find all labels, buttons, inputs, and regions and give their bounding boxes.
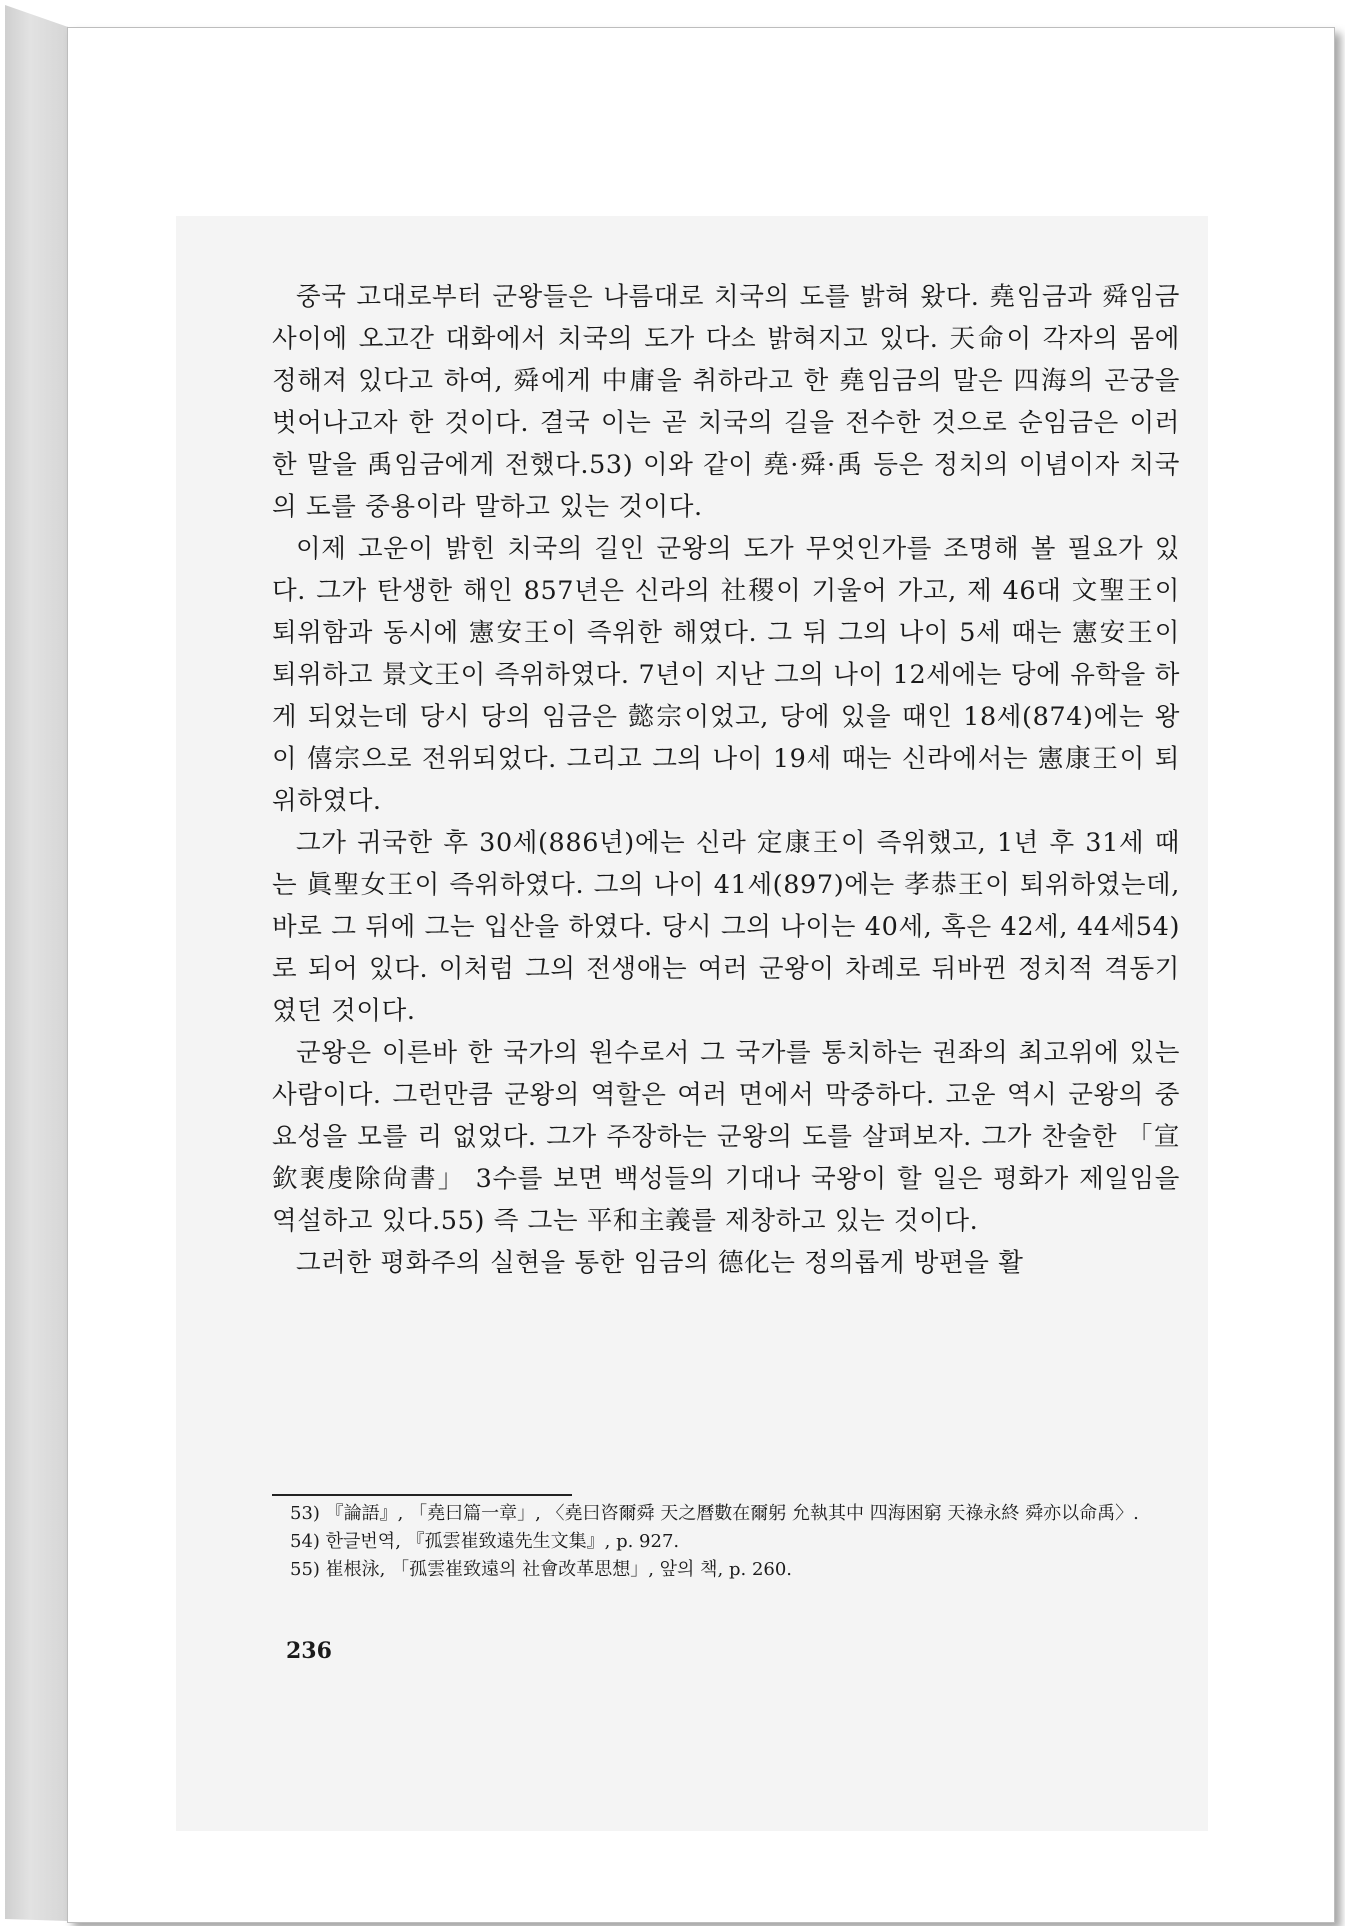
- paragraph-4: 군왕은 이른바 한 국가의 원수로서 그 국가를 통치하는 권좌의 최고위에 있는 사람이다. 그런만큼 군왕의 역할은 여러 면에서 막중하다. 고운 역시 군왕의 중요성을 모를 리 없었다. 그가 주장하는 군왕의 도를 살펴보자. 그가 찬술한 「宣欽裵虔除尙書」 3수를 보면 백성들의 기대나 국왕이 할 일은 평화가 제일임을 역설하고 있다.55) 즉 그는 平和主義를 제창하고 있는 것이다.: [272, 1038, 1180, 1236]
- footnote-54: 54) 한글번역, 『孤雲崔致遠先生文集』, p. 927.: [290, 1531, 680, 1552]
- footnote-55: 55) 崔根泳, 「孤雲崔致遠의 社會改革思想」, 앞의 책, p. 260.: [290, 1559, 793, 1580]
- paragraph-3: 그가 귀국한 후 30세(886년)에는 신라 定康王이 즉위했고, 1년 후 31세 때는 眞聖女王이 즉위하였다. 그의 나이 41세(897)에는 孝恭王이 퇴위하였는데, 바로 그 뒤에 그는 입산을 하였다. 당시 그의 나이는 40세, 혹은 42세, 44세54)로 되어 있다. 이처럼 그의 전생애는 여러 군왕이 차례로 뒤바뀐 정치적 격동기였던 것이다.: [272, 828, 1180, 1026]
- paragraph-1: 중국 고대로부터 군왕들은 나름대로 치국의 도를 밝혀 왔다. 堯임금과 舜임금 사이에 오고간 대화에서 치국의 도가 다소 밝혀지고 있다. 天命이 각자의 몸에 정해져 있다고 하여, 舜에게 中庸을 취하라고 한 堯임금의 말은 四海의 곤궁을 벗어나고자 한 것이다. 결국 이는 곧 치국의 길을 전수한 것으로 순임금은 이러한 말을 禹임금에게 전했다.53) 이와 같이 堯·舜·禹 등은 정치의 이념이자 치국의 도를 중용이라 말하고 있는 것이다.: [272, 282, 1180, 522]
- footnote-53: 53) 『論語』, 「堯曰篇一章」, 〈堯曰咨爾舜 天之曆數在爾躬 允執其中 四海困窮 天祿永終 舜亦以命禹〉.: [290, 1503, 1139, 1524]
- body-text: [272, 276, 1180, 1284]
- footnote-divider: [272, 1494, 572, 1496]
- book-spine-edge: [5, 5, 68, 1921]
- footnotes: [290, 1500, 1180, 1584]
- page-number: 236: [286, 1638, 332, 1664]
- paragraph-2: 이제 고운이 밝힌 치국의 길인 군왕의 도가 무엇인가를 조명해 볼 필요가 있다. 그가 탄생한 해인 857년은 신라의 社稷이 기울어 가고, 제 46대 文聖王이 퇴위함과 동시에 憲安王이 즉위한 해였다. 그 뒤 그의 나이 5세 때는 憲安王이 퇴위하고 景文王이 즉위하였다. 7년이 지난 그의 나이 12세에는 당에 유학을 하게 되었는데 당시 당의 임금은 懿宗이었고, 당에 있을 때인 18세(874)에는 왕이 僖宗으로 전위되었다. 그리고 그의 나이 19세 때는 신라에서는 憲康王이 퇴위하였다.: [272, 534, 1180, 816]
- paragraph-5: 그러한 평화주의 실현을 통한 임금의 德化는 정의롭게 방편을 활: [296, 1248, 1024, 1278]
